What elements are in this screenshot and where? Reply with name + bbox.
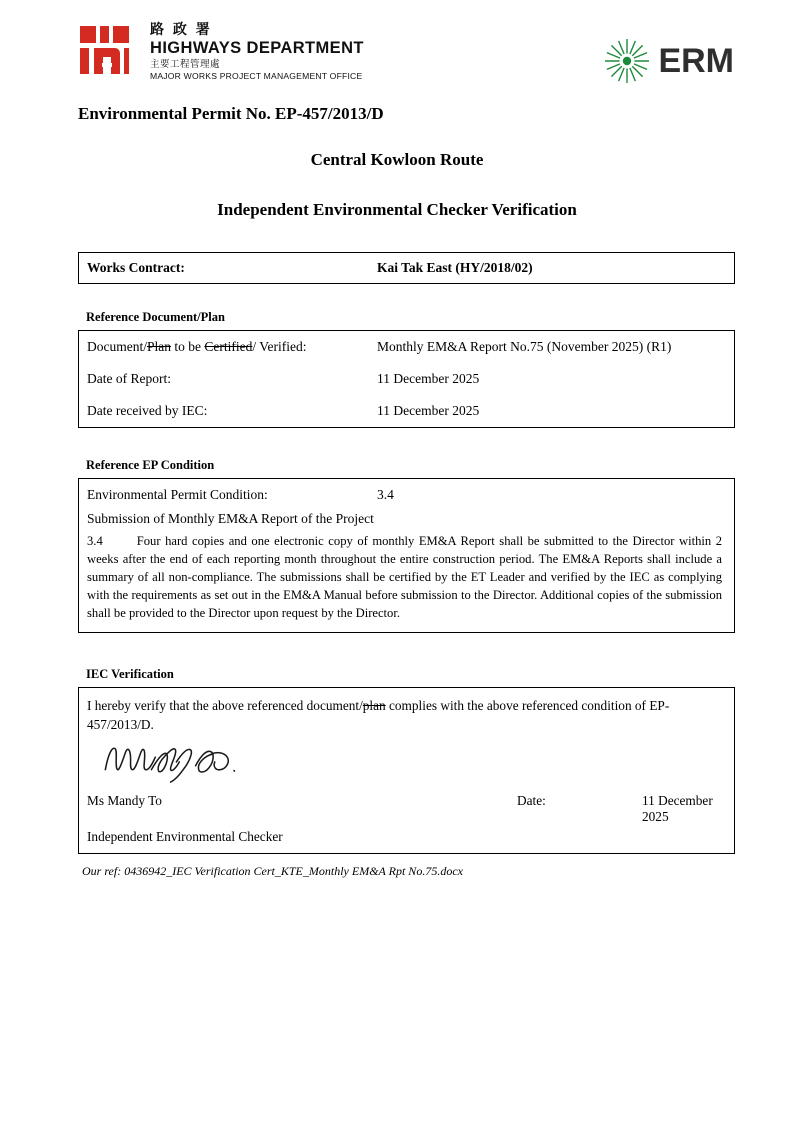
- ep-condition-value: 3.4: [377, 487, 394, 502]
- page-subtitle: Independent Environmental Checker Verification: [217, 200, 577, 219]
- reference-ep-condition-section: [0, 458, 794, 633]
- iec-statement-post: complies with the above referenced condition of EP-457/2013/D.: [87, 698, 670, 733]
- erm-logo-block: [604, 22, 734, 84]
- document-verified-label: [87, 339, 377, 355]
- date-received-by-iec-label: Date received by IEC:: [87, 403, 208, 418]
- table-row: [79, 395, 734, 427]
- doc-label-strike-plan: Plan: [147, 339, 172, 354]
- reference-ep-condition-label: Reference EP Condition: [86, 458, 215, 472]
- iec-verification-statement: [79, 688, 734, 735]
- handwritten-signature-icon: [101, 737, 246, 785]
- page-header: [0, 0, 794, 81]
- signature-detail-row: [79, 793, 734, 825]
- ep-condition-paragraph: Four hard copies and one electronic copy of monthly EM&A Report shall be submitted to the Director within 2 weeks after the end of each reporting month throughout the entire construction period. The EM&A Reports shall include a summary of all non-compliance. The submissions shall be certified by the ET Leader and verified by the IEC as complying with the requirements as set out in the EM&A Manual before submission to the Director. Additional copies of the submission shall be provided to the Director upon request by the Director.: [87, 534, 722, 620]
- document-verified-value: Monthly EM&A Report No.75 (November 2025) (R1): [377, 339, 672, 354]
- reference-ep-condition-box: [78, 478, 735, 633]
- hd-office-chinese-name: 主要工程管理處: [150, 59, 221, 70]
- our-reference-footer: Our ref: 0436942_IEC Verification Cert_KTE_Monthly EM&A Rpt No.75.docx: [82, 864, 463, 879]
- reference-document-section: [0, 310, 794, 428]
- iec-verification-box: [78, 687, 735, 854]
- signature-date-value: 11 December 2025: [642, 793, 713, 825]
- erm-sunburst-icon: [604, 38, 650, 84]
- signature-date-label: Date:: [517, 793, 546, 809]
- reference-document-box: [78, 330, 735, 428]
- works-contract-box: [78, 252, 735, 284]
- ep-condition-label: Environmental Permit Condition:: [87, 487, 268, 502]
- date-received-by-iec-value: 11 December 2025: [377, 403, 480, 418]
- date-of-report-label: Date of Report:: [87, 371, 171, 386]
- environmental-permit-number: Environmental Permit No. EP-457/2013/D: [78, 104, 384, 123]
- iec-verification-section: [0, 667, 794, 854]
- signer-role: Independent Environmental Checker: [87, 829, 283, 845]
- works-contract-value: Kai Tak East (HY/2018/02): [377, 260, 533, 275]
- table-row: [79, 479, 734, 509]
- doc-label-mid: to be: [171, 339, 205, 354]
- iec-statement-strike-plan: plan: [362, 698, 386, 714]
- date-of-report-value: 11 December 2025: [377, 371, 480, 386]
- ep-condition-number: 3.4: [87, 534, 103, 548]
- reference-document-label: Reference Document/Plan: [86, 310, 225, 324]
- highways-department-logo-block: [78, 22, 364, 81]
- page-title: Central Kowloon Route: [310, 150, 484, 169]
- hd-office-english-name: MAJOR WORKS PROJECT MANAGEMENT OFFICE: [150, 70, 363, 81]
- ep-condition-text: [79, 531, 734, 632]
- table-row: [79, 331, 734, 363]
- signer-name: Ms Mandy To: [87, 793, 162, 809]
- hd-logo-chinese-name: 路 政 署: [150, 22, 212, 38]
- doc-label-strike-certified: Certified: [204, 339, 253, 354]
- doc-label-post: / Verified:: [252, 339, 307, 354]
- highways-department-logo-icon: [78, 24, 140, 76]
- table-row: [79, 363, 734, 395]
- iec-verification-label: IEC Verification: [86, 667, 174, 682]
- ep-condition-heading: Submission of Monthly EM&A Report of the Project: [87, 511, 374, 526]
- works-contract-label: Works Contract:: [87, 260, 185, 275]
- doc-label-pre: Document/: [87, 339, 147, 354]
- hd-logo-english-name: HIGHWAYS DEPARTMENT: [150, 38, 364, 57]
- erm-wordmark: ERM: [658, 42, 734, 80]
- signature-area: [79, 735, 734, 793]
- iec-statement-pre: I hereby verify that the above referenced document/: [87, 698, 363, 714]
